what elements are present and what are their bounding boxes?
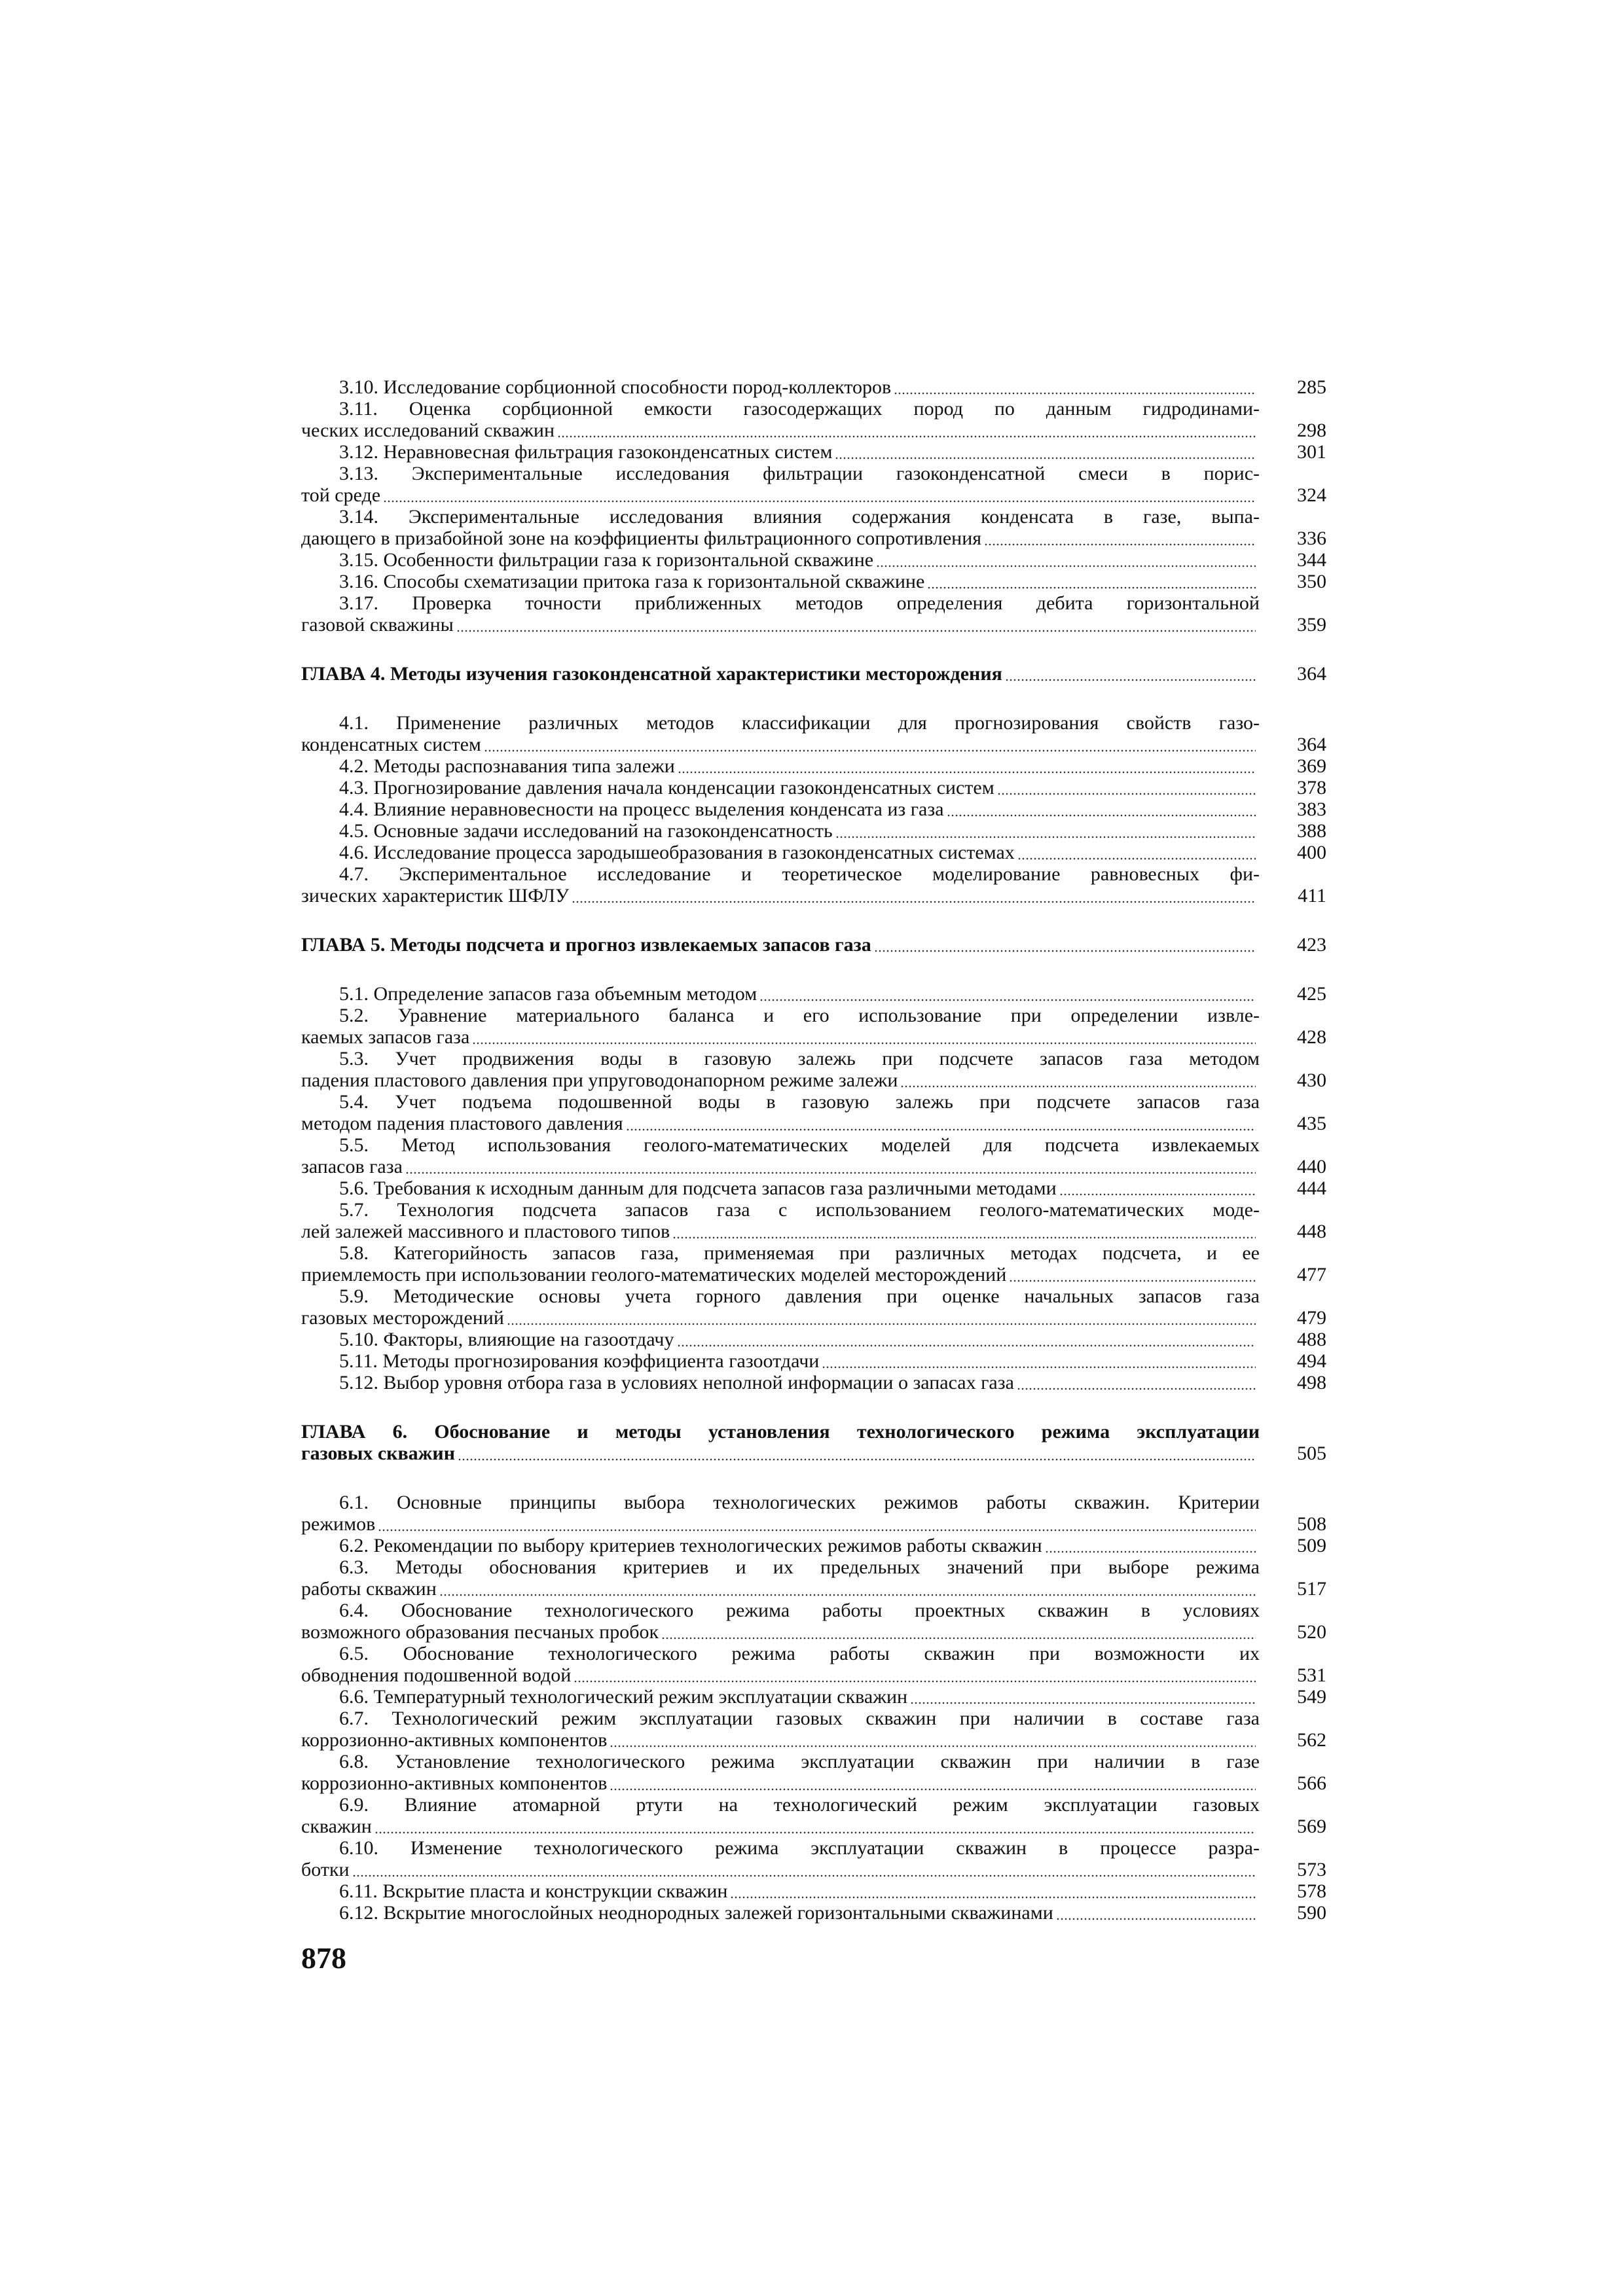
dot-leader xyxy=(661,1623,1256,1640)
entry-page-number: 549 xyxy=(1297,1686,1326,1708)
section-entry xyxy=(301,755,1326,777)
entry-title xyxy=(301,1199,1267,1242)
entry-title-text: 4.3. Прогнозирование давления начала конденсации газоконденсатных систем xyxy=(339,777,994,798)
entry-title-line: 6.7. Технологический режим эксплуатации газовых скважин при наличии в составе газа xyxy=(339,1708,1260,1729)
entry-title-last-line xyxy=(301,1816,1260,1837)
section-entry xyxy=(301,1005,1326,1048)
entry-page-number: 383 xyxy=(1297,798,1326,820)
entry-page-number: 498 xyxy=(1297,1372,1326,1393)
entry-title-last-line xyxy=(301,1113,1260,1134)
dot-leader xyxy=(997,779,1256,796)
dot-leader xyxy=(610,1731,1256,1748)
section-entry xyxy=(301,1372,1326,1393)
section-entry xyxy=(301,1556,1326,1600)
section-entry xyxy=(301,842,1326,863)
section-entry xyxy=(301,712,1326,755)
entry-page-number: 562 xyxy=(1297,1729,1326,1751)
entry-title-text: зических характеристик ШФЛУ xyxy=(301,885,570,906)
entry-title-last-line xyxy=(301,1621,1260,1643)
entry-title-text: ческих исследований скважин xyxy=(301,420,555,441)
entry-page-number: 509 xyxy=(1297,1535,1326,1556)
dot-leader xyxy=(876,551,1256,568)
entry-title-last-line xyxy=(301,1880,1260,1902)
section-entry xyxy=(301,777,1326,798)
section-entry xyxy=(301,1091,1326,1134)
entry-title-text: ГЛАВА 4. Методы изучения газоконденсатной характеристики месторождения xyxy=(301,663,1002,685)
entry-title-text: 6.6. Температурный технологический режим эксплуатации скважин xyxy=(339,1686,908,1708)
entry-page-number: 569 xyxy=(1297,1816,1326,1837)
entry-title-text: той среде xyxy=(301,484,381,506)
entry-title-last-line xyxy=(301,1664,1260,1686)
entry-title-text: 4.2. Методы распознавания типа залежи xyxy=(339,755,675,777)
entry-page-number: 479 xyxy=(1297,1307,1326,1329)
dot-leader xyxy=(1056,1904,1256,1921)
dot-leader xyxy=(984,529,1256,547)
entry-title xyxy=(301,798,1267,820)
entry-title-line: 4.1. Применение различных методов классификации для прогнозирования свойств газо- xyxy=(339,712,1260,734)
entry-title-last-line xyxy=(301,614,1260,636)
dot-leader xyxy=(383,486,1256,503)
section-entry xyxy=(301,506,1326,549)
entry-title-last-line xyxy=(301,820,1260,842)
entry-page-number: 494 xyxy=(1297,1350,1326,1372)
entry-title-last-line xyxy=(301,1729,1260,1751)
chapter-entry xyxy=(301,934,1326,956)
dot-leader xyxy=(610,1774,1256,1791)
entry-page-number: 378 xyxy=(1297,777,1326,798)
entry-title-last-line xyxy=(301,734,1260,755)
entry-title xyxy=(301,863,1267,906)
entry-title-line: ГЛАВА 6. Обоснование и методы установления технологического режима эксплуатации xyxy=(301,1421,1260,1443)
entry-title-last-line xyxy=(301,777,1260,798)
entry-page-number: 517 xyxy=(1297,1578,1326,1600)
entry-title-text: газовых скважин xyxy=(301,1443,456,1464)
entry-page-number: 435 xyxy=(1297,1113,1326,1134)
entry-title-text: 5.12. Выбор уровня отбора газа в условиях неполной информации о запасах газа xyxy=(339,1372,1014,1393)
entry-title-last-line xyxy=(301,1443,1260,1464)
dot-leader xyxy=(456,616,1256,633)
entry-page-number: 369 xyxy=(1297,755,1326,777)
entry-page-number: 400 xyxy=(1297,842,1326,863)
entry-title xyxy=(301,506,1267,549)
entry-title-last-line xyxy=(301,1221,1260,1242)
entry-title xyxy=(301,1005,1267,1048)
entry-title-last-line xyxy=(301,1156,1260,1177)
dot-leader xyxy=(1017,1374,1256,1391)
section-entry xyxy=(301,1880,1326,1902)
entry-title-text: 6.12. Вскрытие многослойных неоднородных залежей горизонтальными скважинами xyxy=(339,1902,1053,1924)
entry-title-line: 6.1. Основные принципы выбора технологических режимов работы скважин. Критерии xyxy=(339,1492,1260,1513)
entry-title-last-line xyxy=(301,1026,1260,1048)
entry-title-text: газовых месторождений xyxy=(301,1307,504,1329)
section-entry xyxy=(301,1134,1326,1177)
entry-title-last-line xyxy=(301,1578,1260,1600)
entry-title xyxy=(301,663,1267,685)
entry-title-last-line xyxy=(301,484,1260,506)
entry-title-line: 5.4. Учет подъема подошвенной воды в газовую залежь при подсчете запасов газа xyxy=(339,1091,1260,1113)
entry-page-number: 336 xyxy=(1297,528,1326,549)
entry-page-number: 440 xyxy=(1297,1156,1326,1177)
entry-page-number: 425 xyxy=(1297,983,1326,1005)
dot-leader xyxy=(1017,844,1256,861)
entry-title-text: 3.12. Неравновесная фильтрация газоконденсатных систем xyxy=(339,441,833,463)
entry-title-text: 3.10. Исследование сорбционной способности пород-коллекторов xyxy=(339,376,892,398)
entry-title xyxy=(301,1329,1267,1350)
dot-leader xyxy=(374,1818,1256,1835)
entry-page-number: 430 xyxy=(1297,1069,1326,1091)
section-entry xyxy=(301,1686,1326,1708)
entry-title-line: 3.13. Экспериментальные исследования фильтрации газоконденсатной смеси в порис- xyxy=(339,463,1260,484)
entry-title xyxy=(301,842,1267,863)
dot-leader xyxy=(378,1515,1256,1532)
entry-title-text: скважин xyxy=(301,1816,372,1837)
dot-leader xyxy=(822,1352,1256,1369)
entry-title xyxy=(301,1177,1267,1199)
entry-page-number: 411 xyxy=(1298,885,1326,906)
dot-leader xyxy=(574,1666,1256,1683)
section-entry xyxy=(301,820,1326,842)
entry-title-text: обводнения подошвенной водой xyxy=(301,1664,572,1686)
section-entry xyxy=(301,571,1326,592)
entry-page-number: 388 xyxy=(1297,820,1326,842)
entry-title-line: 5.5. Метод использования геолого-математических моделей для подсчета извлекаемых xyxy=(339,1134,1260,1156)
entry-title xyxy=(301,1686,1267,1708)
entry-title xyxy=(301,1837,1267,1880)
section-entry xyxy=(301,1350,1326,1372)
entry-title-last-line xyxy=(301,1307,1260,1329)
entry-page-number: 301 xyxy=(1297,441,1326,463)
entry-title-text: ГЛАВА 5. Методы подсчета и прогноз извлекаемых запасов газа xyxy=(301,934,871,956)
entry-page-number: 573 xyxy=(1297,1859,1326,1880)
entry-title-text: коррозионно-активных компонентов xyxy=(301,1772,608,1794)
dot-leader xyxy=(835,822,1256,839)
entry-title xyxy=(301,755,1267,777)
entry-title xyxy=(301,1751,1267,1794)
entry-page-number: 285 xyxy=(1297,376,1326,398)
entry-title-line: 5.2. Уравнение материального баланса и его использование при определении извле- xyxy=(339,1005,1260,1026)
entry-title-text: работы скважин xyxy=(301,1578,437,1600)
entry-title-line: 3.14. Экспериментальные исследования влияния содержания конденсата в газе, выпа- xyxy=(339,506,1260,528)
dot-leader xyxy=(730,1882,1256,1899)
entry-title xyxy=(301,1535,1267,1556)
entry-title-line: 6.3. Методы обоснования критериев и их предельных значений при выборе режима xyxy=(339,1556,1260,1578)
entry-title xyxy=(301,463,1267,506)
entry-title xyxy=(301,1134,1267,1177)
entry-title-text: 3.16. Способы схематизации притока газа к горизонтальной скважине xyxy=(339,571,925,592)
entry-title-last-line xyxy=(301,420,1260,441)
section-entry xyxy=(301,549,1326,571)
entry-title-line: 6.8. Установление технологического режима эксплуатации скважин при наличии в газе xyxy=(339,1751,1260,1772)
section-entry xyxy=(301,798,1326,820)
entry-title xyxy=(301,1794,1267,1837)
dot-leader xyxy=(458,1444,1256,1462)
dot-leader xyxy=(572,887,1256,904)
entry-title-text: режимов xyxy=(301,1513,376,1535)
entry-title-text: 4.6. Исследование процесса зародышеобразования в газоконденсатных системах xyxy=(339,842,1015,863)
entry-title xyxy=(301,983,1267,1005)
entry-page-number: 566 xyxy=(1297,1772,1326,1794)
dot-leader xyxy=(1009,1266,1256,1283)
section-entry xyxy=(301,441,1326,463)
entry-title-last-line xyxy=(301,934,1260,956)
entry-title-line: 3.17. Проверка точности приближенных методов определения дебита горизонтальной xyxy=(339,592,1260,614)
section-entry xyxy=(301,863,1326,906)
dot-leader xyxy=(1005,665,1256,682)
entry-title-last-line xyxy=(301,798,1260,820)
entry-title-last-line xyxy=(301,755,1260,777)
dot-leader xyxy=(1045,1537,1256,1554)
entry-title-line: 6.9. Влияние атомарной ртути на технологический режим эксплуатации газовых xyxy=(339,1794,1260,1816)
entry-title-last-line xyxy=(301,549,1260,571)
entry-title xyxy=(301,441,1267,463)
entry-title xyxy=(301,1880,1267,1902)
entry-page-number: 590 xyxy=(1297,1902,1326,1924)
dot-leader xyxy=(900,1071,1256,1088)
entry-title-text: возможного образования песчаных пробок xyxy=(301,1621,659,1643)
entry-title xyxy=(301,1902,1267,1924)
entry-title xyxy=(301,712,1267,755)
section-entry xyxy=(301,1837,1326,1880)
entry-title-text: коррозионно-активных компонентов xyxy=(301,1729,608,1751)
section-entry xyxy=(301,1751,1326,1794)
dot-leader xyxy=(507,1309,1256,1326)
entry-title xyxy=(301,820,1267,842)
entry-page-number: 578 xyxy=(1297,1880,1326,1902)
section-entry xyxy=(301,1492,1326,1535)
entry-title-text: запасов газа xyxy=(301,1156,403,1177)
entry-title xyxy=(301,1350,1267,1372)
entry-title-line: 6.5. Обоснование технологического режима работы скважин при возможности их xyxy=(339,1643,1260,1664)
entry-title xyxy=(301,1708,1267,1751)
entry-title-last-line xyxy=(301,842,1260,863)
entry-page-number: 505 xyxy=(1297,1443,1326,1464)
entry-title-text: 4.5. Основные задачи исследований на газоконденсатность xyxy=(339,820,833,842)
entry-title-last-line xyxy=(301,441,1260,463)
entry-title-text: 5.10. Факторы, влияющие на газоотдачу xyxy=(339,1329,674,1350)
entry-title xyxy=(301,1421,1267,1464)
entry-title xyxy=(301,571,1267,592)
entry-page-number: 298 xyxy=(1297,420,1326,441)
section-entry xyxy=(301,1902,1326,1924)
entry-page-number: 448 xyxy=(1297,1221,1326,1242)
entry-page-number: 423 xyxy=(1297,934,1326,956)
dot-leader xyxy=(677,1331,1256,1348)
entry-title-text: дающего в призабойной зоне на коэффициенты фильтрационного сопротивления xyxy=(301,528,982,549)
entry-title-last-line xyxy=(301,376,1260,398)
section-entry xyxy=(301,398,1326,441)
entry-page-number: 508 xyxy=(1297,1513,1326,1535)
entry-title-text: 4.4. Влияние неравновесности на процесс выделения конденсата из газа xyxy=(339,798,944,820)
entry-title-line: 5.8. Категорийность запасов газа, применяемая при различных методах подсчета, и ее xyxy=(339,1242,1260,1264)
entry-page-number: 359 xyxy=(1297,614,1326,636)
entry-title-last-line xyxy=(301,1069,1260,1091)
entry-title xyxy=(301,777,1267,798)
entry-title-line: 5.7. Технология подсчета запасов газа с использованием геолого-математических моде- xyxy=(339,1199,1260,1221)
dot-leader xyxy=(678,757,1256,774)
entry-title-text: 5.6. Требования к исходным данным для подсчета запасов газа различными методами xyxy=(339,1177,1057,1199)
dot-leader xyxy=(835,443,1256,460)
entry-title-last-line xyxy=(301,1535,1260,1556)
entry-title-text: 6.11. Вскрытие пласта и конструкции скважин xyxy=(339,1880,728,1902)
section-entry xyxy=(301,1794,1326,1837)
entry-title-text: приемлемость при использовании геолого-математических моделей месторождений xyxy=(301,1264,1007,1285)
entry-title xyxy=(301,592,1267,636)
entry-title-last-line xyxy=(301,885,1260,906)
entry-title xyxy=(301,1091,1267,1134)
entry-title xyxy=(301,1372,1267,1393)
entry-title-text: методом падения пластового давления xyxy=(301,1113,623,1134)
entry-page-number: 364 xyxy=(1297,734,1326,755)
entry-title-last-line xyxy=(301,1177,1260,1199)
dot-leader xyxy=(557,422,1256,439)
dot-leader xyxy=(894,378,1256,395)
entry-title-last-line xyxy=(301,983,1260,1005)
page-number: 878 xyxy=(301,1941,346,1975)
dot-leader xyxy=(352,1861,1256,1878)
entry-title xyxy=(301,934,1267,956)
entry-page-number: 350 xyxy=(1297,571,1326,592)
entry-title xyxy=(301,1556,1267,1600)
entry-title-last-line xyxy=(301,1372,1260,1393)
entry-title-text: 5.11. Методы прогнозирования коэффициента газоотдачи xyxy=(339,1350,820,1372)
entry-title-text: падения пластового давления при упруговодонапорном режиме залежи xyxy=(301,1069,898,1091)
entry-title-last-line xyxy=(301,571,1260,592)
dot-leader xyxy=(405,1158,1256,1175)
dot-leader xyxy=(947,800,1256,817)
dot-leader xyxy=(439,1580,1256,1597)
entry-title-last-line xyxy=(301,1686,1260,1708)
entry-title xyxy=(301,1242,1267,1285)
section-entry xyxy=(301,376,1326,398)
chapter-entry xyxy=(301,663,1326,685)
section-entry xyxy=(301,983,1326,1005)
entry-title-last-line xyxy=(301,1350,1260,1372)
entry-page-number: 364 xyxy=(1297,663,1326,685)
entry-title xyxy=(301,376,1267,398)
section-entry xyxy=(301,1048,1326,1091)
entry-title-line: 3.11. Оценка сорбционной емкости газосодержащих пород по данным гидродинами- xyxy=(339,398,1260,420)
entry-page-number: 444 xyxy=(1297,1177,1326,1199)
section-entry xyxy=(301,1242,1326,1285)
entry-title-last-line xyxy=(301,1902,1260,1924)
entry-title xyxy=(301,1285,1267,1329)
dot-leader xyxy=(910,1688,1256,1705)
chapter-entry xyxy=(301,1421,1326,1464)
entry-title-line: 5.3. Учет продвижения воды в газовую залежь при подсчете запасов газа методом xyxy=(339,1048,1260,1069)
section-entry xyxy=(301,1535,1326,1556)
entry-title-line: 6.4. Обоснование технологического режима работы проектных скважин в условиях xyxy=(339,1600,1260,1621)
entry-title xyxy=(301,549,1267,571)
entry-title xyxy=(301,1643,1267,1686)
entry-title-line: 4.7. Экспериментальное исследование и теоретическое моделирование равновесных фи- xyxy=(339,863,1260,885)
dot-leader xyxy=(927,573,1256,590)
dot-leader xyxy=(626,1115,1256,1132)
entry-title-text: 3.15. Особенности фильтрации газа к горизонтальной скважине xyxy=(339,549,874,571)
dot-leader xyxy=(484,736,1256,753)
entry-title xyxy=(301,1600,1267,1643)
entry-title-last-line xyxy=(301,1513,1260,1535)
section-entry xyxy=(301,1329,1326,1350)
table-of-contents xyxy=(301,376,1326,1924)
section-entry xyxy=(301,463,1326,506)
dot-leader xyxy=(672,1223,1256,1240)
entry-title-line: 6.10. Изменение технологического режима эксплуатации скважин в процессе разра- xyxy=(339,1837,1260,1859)
section-entry xyxy=(301,1285,1326,1329)
dot-leader xyxy=(759,985,1256,1002)
entry-page-number: 488 xyxy=(1297,1329,1326,1350)
entry-title-last-line xyxy=(301,1772,1260,1794)
section-entry xyxy=(301,592,1326,636)
section-entry xyxy=(301,1177,1326,1199)
entry-page-number: 477 xyxy=(1297,1264,1326,1285)
entry-title-last-line xyxy=(301,528,1260,549)
entry-title-last-line xyxy=(301,1264,1260,1285)
entry-title-text: лей залежей массивного и пластового типов xyxy=(301,1221,670,1242)
entry-title-last-line xyxy=(301,1859,1260,1880)
entry-title-text: газовой скважины xyxy=(301,614,454,636)
entry-title-text: 6.2. Рекомендации по выбору критериев технологических режимов работы скважин xyxy=(339,1535,1042,1556)
entry-page-number: 324 xyxy=(1297,484,1326,506)
section-entry xyxy=(301,1600,1326,1643)
section-entry xyxy=(301,1708,1326,1751)
entry-page-number: 344 xyxy=(1297,549,1326,571)
entry-page-number: 520 xyxy=(1297,1621,1326,1643)
entry-title xyxy=(301,398,1267,441)
entry-title-text: ботки xyxy=(301,1859,350,1880)
entry-title-line: 5.9. Методические основы учета горного давления при оценке начальных запасов газа xyxy=(339,1285,1260,1307)
entry-title-text: каемых запасов газа xyxy=(301,1026,470,1048)
entry-title-last-line xyxy=(301,663,1260,685)
section-entry xyxy=(301,1643,1326,1686)
dot-leader xyxy=(472,1028,1256,1045)
dot-leader xyxy=(874,936,1256,953)
entry-page-number: 531 xyxy=(1297,1664,1326,1686)
entry-title-last-line xyxy=(301,1329,1260,1350)
entry-title-text: 5.1. Определение запасов газа объемным методом xyxy=(339,983,757,1005)
dot-leader xyxy=(1059,1179,1256,1196)
entry-page-number: 428 xyxy=(1297,1026,1326,1048)
section-entry xyxy=(301,1199,1326,1242)
entry-title xyxy=(301,1048,1267,1091)
entry-title-text: конденсатных систем xyxy=(301,734,481,755)
entry-title xyxy=(301,1492,1267,1535)
